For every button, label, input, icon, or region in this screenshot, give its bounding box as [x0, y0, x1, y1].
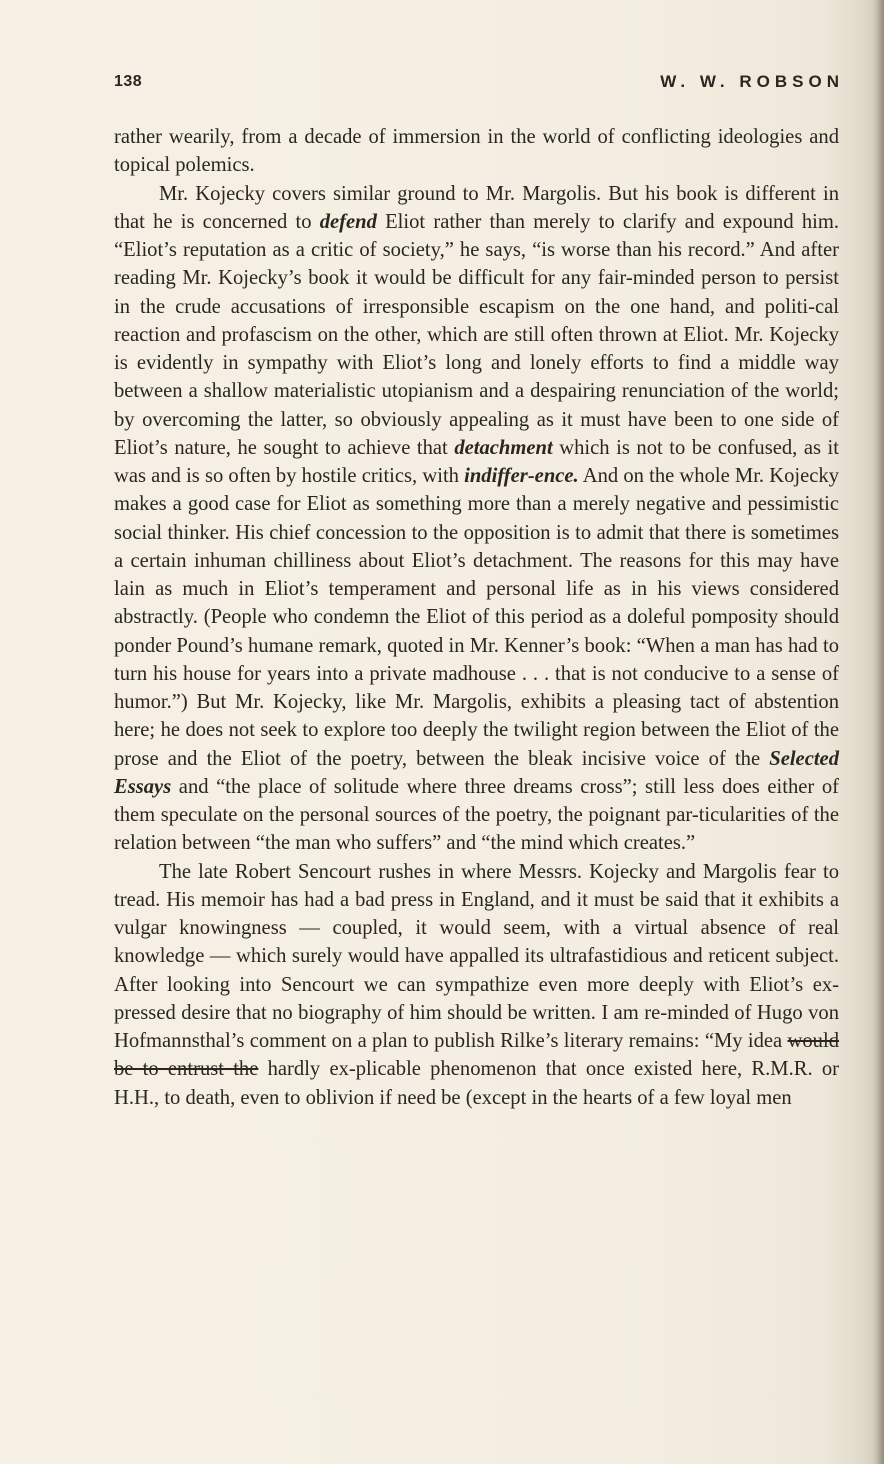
- text-run: hardly ex-plicable phenomenon that once existed here, R.M.R. or H.H., to death, even to oblivion if need be (except in the hearts of a few loyal men: [114, 1058, 839, 1109]
- struck-text: would be to entrust the: [114, 1030, 839, 1081]
- text-run: and “the place of solitude where three dreams cross”; still less does either of them speculate on the personal sources of the poetry, the poignant par-ticularities of the relation between “the man who suffers” and “the mind which creates.”: [114, 775, 839, 855]
- italic-text: Selected Essays: [114, 747, 839, 798]
- page-edge-shadow: [872, 0, 884, 1464]
- body-text: [114, 123, 839, 1112]
- text-run: Mr. Kojecky covers similar ground to Mr. Margolis. But his book is different in that he is concerned to: [114, 182, 839, 233]
- paragraph: [114, 180, 839, 858]
- italic-text: indiffer-ence.: [464, 465, 579, 487]
- text-run: And on the whole Mr. Kojecky makes a good case for Eliot as something more than a merely negative and pessimistic social thinker. His chief concession to the opposition is to admit that there is sometimes a certain inhuman chilliness about Eliot’s detachment. The reasons for this may have lain as much in Eliot’s temperament and personal life as in his views considered abstractly. (People who condemn the Eliot of this period as a doleful pomposity should ponder Pound’s humane remark, quoted in Mr. Kenner’s book: “When a man has had to turn his house for years into a private madhouse . . . that is not conducive to a sense of humor.”) But Mr. Kojecky, like Mr. Margolis, exhibits a pleasing tact of abstention here; he does not seek to explore too deeply the twilight region between the Eliot of the prose and the Eliot of the poetry, between the bleak incisive voice of the: [114, 465, 839, 770]
- text-run: which is not to be confused, as it was and is so often by hostile critics, with: [114, 436, 839, 487]
- paragraph: [114, 858, 839, 1112]
- text-run: rather wearily, from a decade of immersion in the world of conflicting ideologies and topical polemics.: [114, 126, 839, 177]
- page-header: [114, 72, 844, 95]
- running-head: W. W. ROBSON: [660, 72, 844, 91]
- text-run: The late Robert Sencourt rushes in where Messrs. Kojecky and Margolis fear to tread. His memoir has had a bad press in England, and it must be said that it exhibits a vulgar knowingness — coupled, it would seem, with a virtual absence of real knowledge — which surely would have appalled its ultrafastidious and reticent subject. After looking into Sencourt we can sympathize even more deeply with Eliot’s ex-pressed desire that no biography of him should be written. I am re-minded of Hugo von Hofmannsthal’s comment on a plan to publish Rilke’s literary remains: “My idea: [114, 860, 839, 1052]
- text-run: Eliot rather than merely to clarify and expound him. “Eliot’s reputation as a critic of society,” he says, “is worse than his record.” And after reading Mr. Kojecky’s book it would be difficult for any fair-minded person to persist in the crude accusations of irresponsible escapism on the one hand, and politi-cal reaction and profascism on the other, which are still often thrown at Eliot. Mr. Kojecky is evidently in sympathy with Eliot’s long and lonely efforts to find a middle way between a shallow materialistic utopianism and a despairing renunciation of the world; by overcoming the latter, so obviously appealing as it must have been to one side of Eliot’s nature, he sought to achieve that: [114, 210, 840, 459]
- page-number: 138: [114, 73, 143, 90]
- italic-text: defend: [319, 210, 377, 233]
- italic-text: detachment: [454, 436, 553, 459]
- paragraph: [114, 123, 839, 180]
